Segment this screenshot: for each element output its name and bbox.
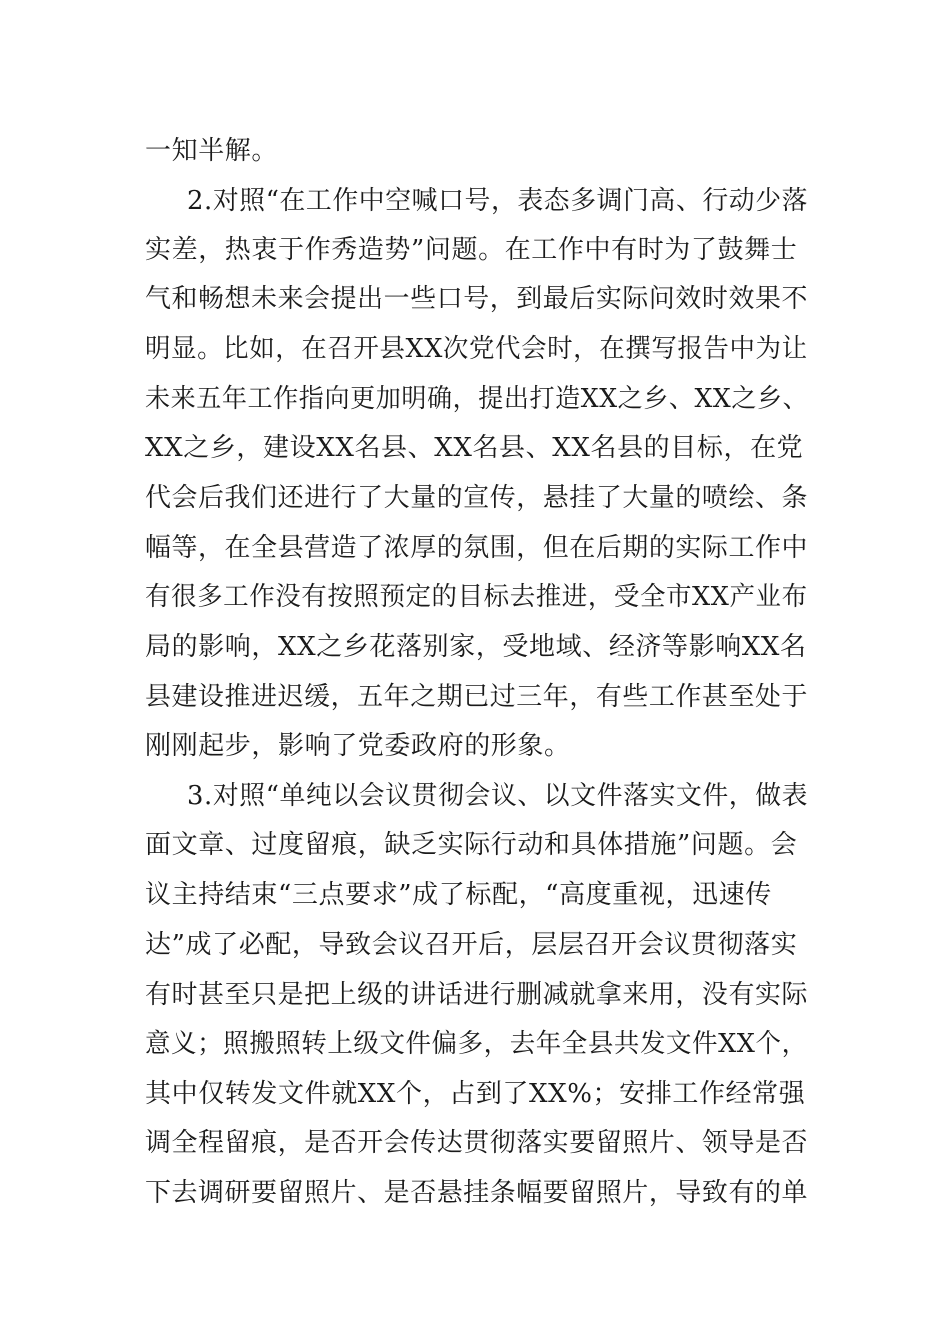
text-line: 调全程留痕，是否开会传达贯彻落实要留照片、领导是否 [145,1128,809,1158]
text-line: 明显。比如，在召开县XX次党代会时，在撰写报告中为让 [145,334,808,364]
paragraph-3-first-line: 3.对照“单纯以会议贯彻会议、以文件落实文件，做表 [187,781,809,811]
text-line: 其中仅转发文件就XX个，占到了XX%；安排工作经常强 [145,1079,806,1109]
text-line: 气和畅想未来会提出一些口号，到最后实际问效时效果不 [145,284,809,314]
text-line: 达”成了必配，导致会议召开后，层层召开会议贯彻落实 [145,930,798,960]
text-line: 一知半解。 [145,136,279,166]
text-line: 局的影响，XX之乡花落别家，受地域、经济等影响XX名 [145,632,807,662]
text-line: 有很多工作没有按照预定的目标去推进，受全市XX产业布 [145,582,808,612]
text-line: 县建设推进迟缓，五年之期已过三年，有些工作甚至处于 [145,682,809,712]
text-line: XX之乡，建设XX名县、XX名县、XX名县的目标，在党 [145,433,804,463]
text-line: 刚刚起步，影响了党委政府的形象。 [145,731,571,761]
text-line: 下去调研要留照片、是否悬挂条幅要留照片，导致有的单 [145,1178,809,1208]
text-line: 幅等，在全县营造了浓厚的氛围，但在后期的实际工作中 [145,533,809,563]
text-line: 实差，热衷于作秀造势”问题。在工作中有时为了鼓舞士 [145,235,798,265]
text-line: 有时甚至只是把上级的讲话进行删减就拿来用，没有实际 [145,980,809,1010]
text-line: 面文章、过度留痕，缺乏实际行动和具体措施”问题。会 [145,830,798,860]
paragraph-2-first-line: 2.对照“在工作中空喊口号，表态多调门高、行动少落 [187,186,809,216]
text-line: 意义；照搬照转上级文件偏多，去年全县共发文件XX个， [145,1029,808,1059]
text-line: 代会后我们还进行了大量的宣传，悬挂了大量的喷绘、条 [145,483,809,513]
text-line: 议主持结束“三点要求”成了标配，“高度重视，迅速传 [145,880,772,910]
text-line: 未来五年工作指向更加明确，提出打造XX之乡、XX之乡、 [145,384,809,414]
